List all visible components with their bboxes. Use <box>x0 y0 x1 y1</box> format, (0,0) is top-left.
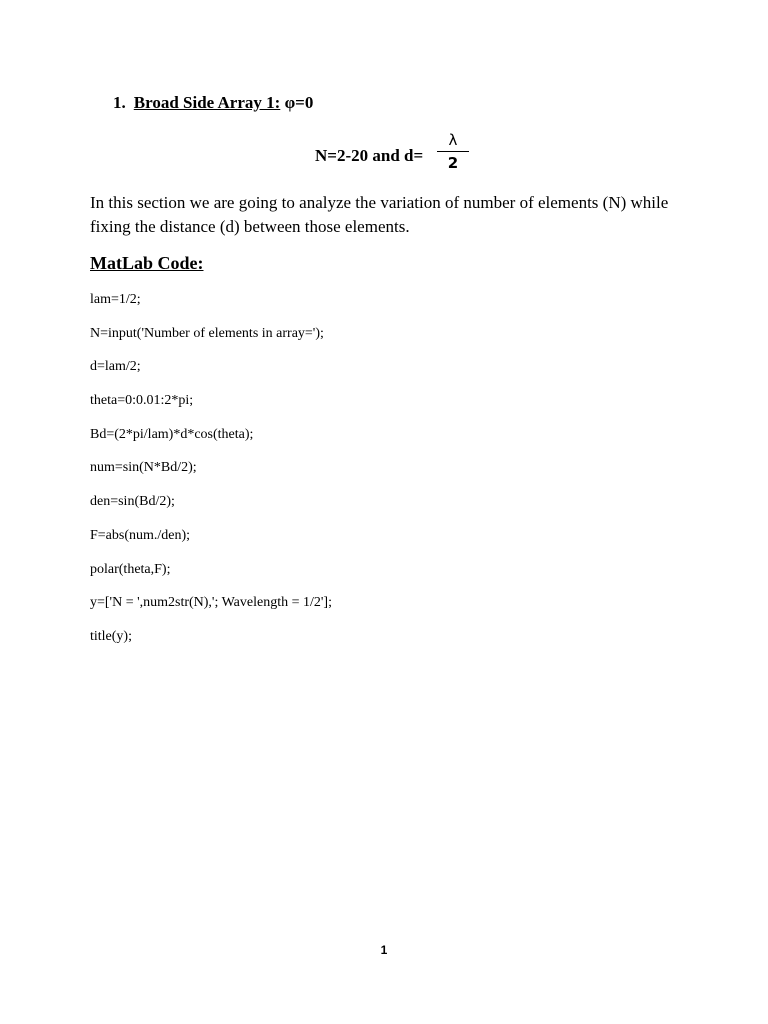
section-heading <box>113 93 313 113</box>
code-line: den=sin(Bd/2); <box>90 494 175 510</box>
formula-lhs: N=2-20 and d= <box>315 146 424 165</box>
page-number: 1 <box>380 943 388 957</box>
fraction-denominator: 2 <box>447 154 459 172</box>
fraction-bar <box>437 151 469 152</box>
code-line: Bd=(2*pi/lam)*d*cos(theta); <box>90 426 254 442</box>
section-number: 1. <box>113 93 126 112</box>
intro-paragraph: In this section we are going to analyze the variation of number of elements (N) while fixing the distance (d) between those elements. <box>90 193 669 236</box>
code-line: y=['N = ',num2str(N),'; Wavelength = 1/2']; <box>90 595 332 611</box>
code-listing <box>90 290 332 661</box>
code-line: num=sin(N*Bd/2); <box>90 460 197 476</box>
code-line: theta=0:0.01:2*pi; <box>90 393 194 409</box>
code-heading: MatLab Code: <box>90 253 204 273</box>
formula-fraction <box>437 130 469 173</box>
section-phase: φ=0 <box>284 93 314 112</box>
code-line: lam=1/2; <box>90 292 141 307</box>
code-line: F=abs(num./den); <box>90 527 191 543</box>
fraction-numerator: λ <box>448 131 458 149</box>
code-line: polar(theta,F); <box>90 561 171 577</box>
code-line: title(y); <box>90 628 132 644</box>
code-line: N=input('Number of elements in array='); <box>90 325 324 341</box>
section-title: Broad Side Array 1: <box>133 93 281 112</box>
code-line: d=lam/2; <box>90 359 141 375</box>
